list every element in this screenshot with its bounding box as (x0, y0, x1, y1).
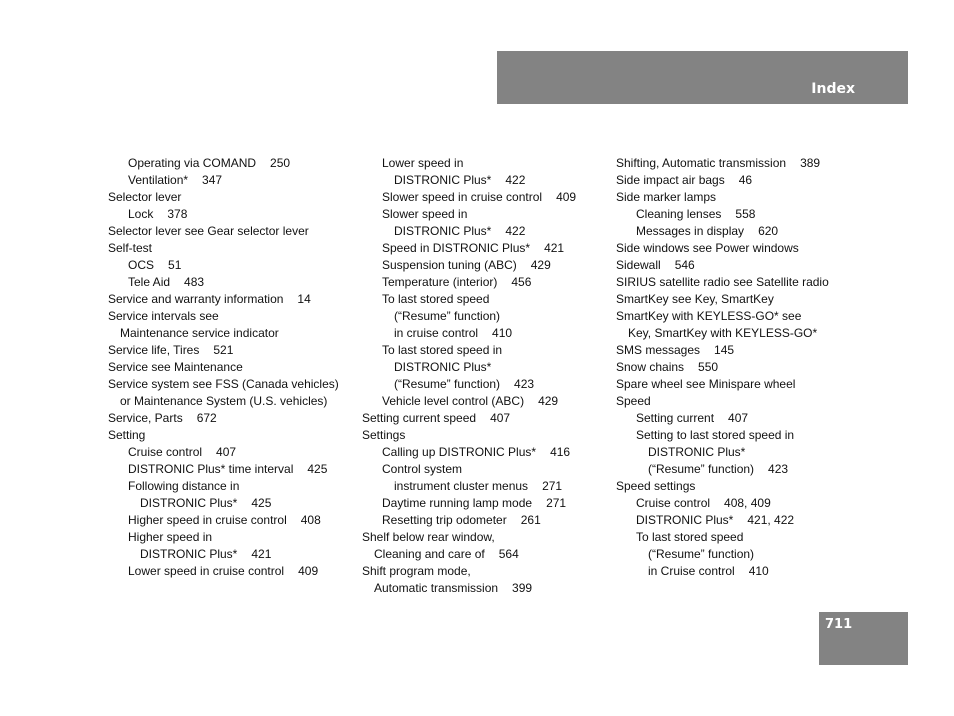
index-entry-text: (“Resume” function) (394, 309, 501, 323)
index-entry-text: Lock (128, 207, 154, 221)
index-column-1 (108, 155, 353, 580)
index-entry-text: Service and warranty information (108, 292, 284, 306)
index-entry-text: Snow chains (616, 360, 685, 374)
index-entry-text: Suspension tuning (ABC) (382, 258, 517, 272)
index-entry-page: 423 (768, 462, 789, 476)
index-entry-page: 250 (270, 156, 291, 170)
index-entry (362, 359, 607, 376)
index-entry (362, 444, 607, 461)
index-entry-page: 422 (505, 224, 526, 238)
index-entry-text: Lower speed in (382, 156, 464, 170)
index-entry (362, 546, 607, 563)
index-entry-text: (“Resume” function) (648, 547, 755, 561)
index-entry (616, 529, 866, 546)
index-entry-text: DISTRONIC Plus* (648, 445, 746, 459)
index-entry (108, 155, 353, 172)
index-entry-text: Vehicle level control (ABC) (382, 394, 525, 408)
index-entry-page: 521 (213, 343, 234, 357)
index-entry (362, 257, 607, 274)
index-entry-page: 425 (307, 462, 328, 476)
index-entry-text: Side impact air bags (616, 173, 725, 187)
index-entry-text: Operating via COMAND (128, 156, 257, 170)
index-entry-text: Service, Parts (108, 411, 183, 425)
index-entry-text: DISTRONIC Plus* (394, 360, 492, 374)
index-entry-page: 564 (498, 547, 519, 561)
index-entry (108, 478, 353, 495)
index-entry-text: To last stored speed (636, 530, 744, 544)
index-entry-text: To last stored speed (382, 292, 490, 306)
index-entry (616, 155, 866, 172)
index-entry (362, 291, 607, 308)
index-entry (616, 393, 866, 410)
index-entry-text: Service intervals see (108, 309, 219, 323)
index-entry (108, 342, 353, 359)
index-entry-page: 51 (168, 258, 182, 272)
index-entry (362, 427, 607, 444)
index-entry-page: 410 (748, 564, 769, 578)
index-entry (616, 342, 866, 359)
index-entry-text: Lower speed in cruise control (128, 564, 285, 578)
header-bar (497, 51, 908, 104)
index-entry (108, 410, 353, 427)
index-entry-text: SmartKey see Key, SmartKey (616, 292, 774, 306)
index-entry-text: Daytime running lamp mode (382, 496, 533, 510)
index-entry (108, 563, 353, 580)
index-entry-page: 408 (300, 513, 321, 527)
index-entry (108, 257, 353, 274)
index-entry-page: 425 (251, 496, 272, 510)
index-entry-text: Slower speed in cruise control (382, 190, 543, 204)
index-entry-text: Cleaning and care of (374, 547, 485, 561)
index-entry (362, 478, 607, 495)
index-entry-text: DISTRONIC Plus* time interval (128, 462, 294, 476)
index-entry (616, 376, 866, 393)
index-entry (108, 546, 353, 563)
index-entry-text: DISTRONIC Plus* (140, 496, 238, 510)
index-entry-page: 347 (202, 173, 223, 187)
index-entry-page: 408, 409 (724, 496, 771, 510)
index-entry (362, 155, 607, 172)
index-entry (616, 461, 866, 478)
index-entry-text: Cleaning lenses (636, 207, 722, 221)
index-column-3 (616, 155, 866, 580)
index-entry (108, 274, 353, 291)
index-entry-text: Setting to last stored speed in (636, 428, 795, 442)
index-entry-page: 410 (492, 326, 513, 340)
index-entry (108, 529, 353, 546)
index-entry-text: in Cruise control (648, 564, 735, 578)
index-entry-page: 271 (542, 479, 563, 493)
index-entry (362, 580, 607, 597)
index-entry (108, 359, 353, 376)
index-entry (616, 257, 866, 274)
index-entry-page: 145 (714, 343, 735, 357)
index-entry-page: 429 (530, 258, 551, 272)
index-entry-text: Maintenance service indicator (120, 326, 279, 340)
index-entry (362, 410, 607, 427)
index-entry-page: 378 (167, 207, 188, 221)
index-entry-text: SIRIUS satellite radio see Satellite radio (616, 275, 829, 289)
index-entry-text: Following distance in (128, 479, 240, 493)
index-entry-page: 429 (538, 394, 559, 408)
index-entry-text: Shifting, Automatic transmission (616, 156, 787, 170)
index-entry (616, 427, 866, 444)
index-entry-page: 558 (735, 207, 756, 221)
index-entry-page: 421 (544, 241, 565, 255)
index-entry-text: Cruise control (636, 496, 711, 510)
index-entry (362, 529, 607, 546)
index-entry-text: Service system see FSS (Canada vehicles) (108, 377, 339, 391)
index-entry-text: Temperature (interior) (382, 275, 498, 289)
index-entry (616, 512, 866, 529)
page-title: Index (811, 81, 855, 97)
index-entry-text: Tele Aid (128, 275, 171, 289)
index-entry (108, 444, 353, 461)
index-entry-text: OCS (128, 258, 155, 272)
index-entry (616, 206, 866, 223)
index-entry (616, 444, 866, 461)
index-entry-text: Calling up DISTRONIC Plus* (382, 445, 537, 459)
index-entry-page: 389 (800, 156, 821, 170)
index-entry-text: Ventilation* (128, 173, 189, 187)
index-entry (616, 274, 866, 291)
index-entry-text: Shelf below rear window, (362, 530, 495, 544)
index-entry (362, 325, 607, 342)
index-entry (616, 563, 866, 580)
index-entry-page: 46 (738, 173, 753, 187)
index-entry-text: Cruise control (128, 445, 203, 459)
index-entry (616, 172, 866, 189)
index-entry-text: Sidewall (616, 258, 661, 272)
index-entry-page: 550 (698, 360, 719, 374)
index-entry (108, 240, 353, 257)
index-entry (362, 393, 607, 410)
index-entry (362, 240, 607, 257)
index-entry-page: 456 (511, 275, 532, 289)
index-entry-page: 409 (298, 564, 319, 578)
index-entry-text: Messages in display (636, 224, 745, 238)
index-entry-text: Service life, Tires (108, 343, 200, 357)
index-entry-text: Selector lever (108, 190, 182, 204)
index-entry-text: Service see Maintenance (108, 360, 243, 374)
index-entry-page: 407 (490, 411, 511, 425)
index-entry (616, 189, 866, 206)
index-entry (108, 189, 353, 206)
index-entry (108, 291, 353, 308)
index-entry-page: 421, 422 (747, 513, 795, 527)
index-entry-text: Spare wheel see Minispare wheel (616, 377, 796, 391)
index-entry (362, 376, 607, 393)
index-entry-text: (“Resume” function) (394, 377, 501, 391)
index-entry-text: Side windows see Power windows (616, 241, 799, 255)
index-entry (108, 376, 353, 393)
index-entry (362, 512, 607, 529)
index-entry-text: Key, SmartKey with KEYLESS-GO* (628, 326, 818, 340)
index-entry-text: in cruise control (394, 326, 479, 340)
index-entry-text: Side marker lamps (616, 190, 717, 204)
index-entry-text: Selector lever see Gear selector lever (108, 224, 309, 238)
index-entry (362, 274, 607, 291)
index-entry-page: 422 (505, 173, 526, 187)
index-entry-text: Speed in DISTRONIC Plus* (382, 241, 531, 255)
index-entry-text: Resetting trip odometer (382, 513, 507, 527)
index-entry (616, 291, 866, 308)
index-entry-text: Shift program mode, (362, 564, 471, 578)
index-entry (362, 563, 607, 580)
index-entry-page: 620 (758, 224, 779, 238)
index-entry (108, 393, 353, 410)
index-entry-page: 261 (520, 513, 541, 527)
index-entry-page: 416 (550, 445, 571, 459)
index-entry (616, 223, 866, 240)
index-entry (616, 478, 866, 495)
index-entry-text: Setting (108, 428, 146, 442)
index-entry (108, 206, 353, 223)
index-entry (616, 359, 866, 376)
index-entry-text: Self-test (108, 241, 153, 255)
index-entry-text: DISTRONIC Plus* (636, 513, 734, 527)
index-entry-text: Settings (362, 428, 406, 442)
index-entry-page: 421 (251, 547, 272, 561)
index-entry-text: Slower speed in (382, 207, 468, 221)
index-entry (108, 427, 353, 444)
index-entry-page: 423 (514, 377, 535, 391)
index-entry (616, 240, 866, 257)
index-entry-text: DISTRONIC Plus* (394, 224, 492, 238)
index-entry-page: 546 (674, 258, 695, 272)
index-entry (362, 495, 607, 512)
index-entry-text: Automatic transmission (374, 581, 499, 595)
index-entry (108, 461, 353, 478)
page-number: 711 (825, 617, 853, 632)
index-entry (616, 308, 866, 325)
index-entry-page: 14 (297, 292, 311, 306)
index-entry (108, 308, 353, 325)
index-entry-text: SmartKey with KEYLESS-GO* see (616, 309, 802, 323)
index-entry-text: or Maintenance System (U.S. vehicles) (120, 394, 328, 408)
index-entry-text: Setting current (636, 411, 715, 425)
index-entry-text: Setting current speed (362, 411, 477, 425)
index-entry-page: 407 (728, 411, 749, 425)
index-entry (362, 189, 607, 206)
index-entry-text: Higher speed in cruise control (128, 513, 287, 527)
index-entry-text: Control system (382, 462, 463, 476)
index-entry (362, 172, 607, 189)
index-entry-page: 399 (512, 581, 533, 595)
index-entry (616, 325, 866, 342)
index-entry (362, 461, 607, 478)
index-entry-text: DISTRONIC Plus* (140, 547, 238, 561)
index-entry-page: 483 (184, 275, 205, 289)
index-entry-text: (“Resume” function) (648, 462, 755, 476)
index-entry-text: SMS messages (616, 343, 701, 357)
index-entry (108, 172, 353, 189)
index-entry (616, 546, 866, 563)
index-column-2 (362, 155, 607, 597)
index-entry (616, 495, 866, 512)
index-entry-text: To last stored speed in (382, 343, 503, 357)
index-entry (616, 410, 866, 427)
index-entry-page: 407 (216, 445, 237, 459)
index-entry (362, 206, 607, 223)
index-entry (108, 223, 353, 240)
index-entry-text: instrument cluster menus (394, 479, 529, 493)
index-entry (362, 342, 607, 359)
index-entry-text: Higher speed in (128, 530, 213, 544)
index-entry (108, 512, 353, 529)
index-entry (108, 325, 353, 342)
index-entry-text: Speed (616, 394, 651, 408)
index-entry-text: Speed settings (616, 479, 696, 493)
page-number-box (819, 612, 908, 665)
index-entry-page: 672 (196, 411, 217, 425)
index-entry-text: DISTRONIC Plus* (394, 173, 492, 187)
index-entry (362, 223, 607, 240)
index-entry-page: 271 (546, 496, 567, 510)
index-entry (362, 308, 607, 325)
index-entry (108, 495, 353, 512)
index-entry-page: 409 (556, 190, 577, 204)
